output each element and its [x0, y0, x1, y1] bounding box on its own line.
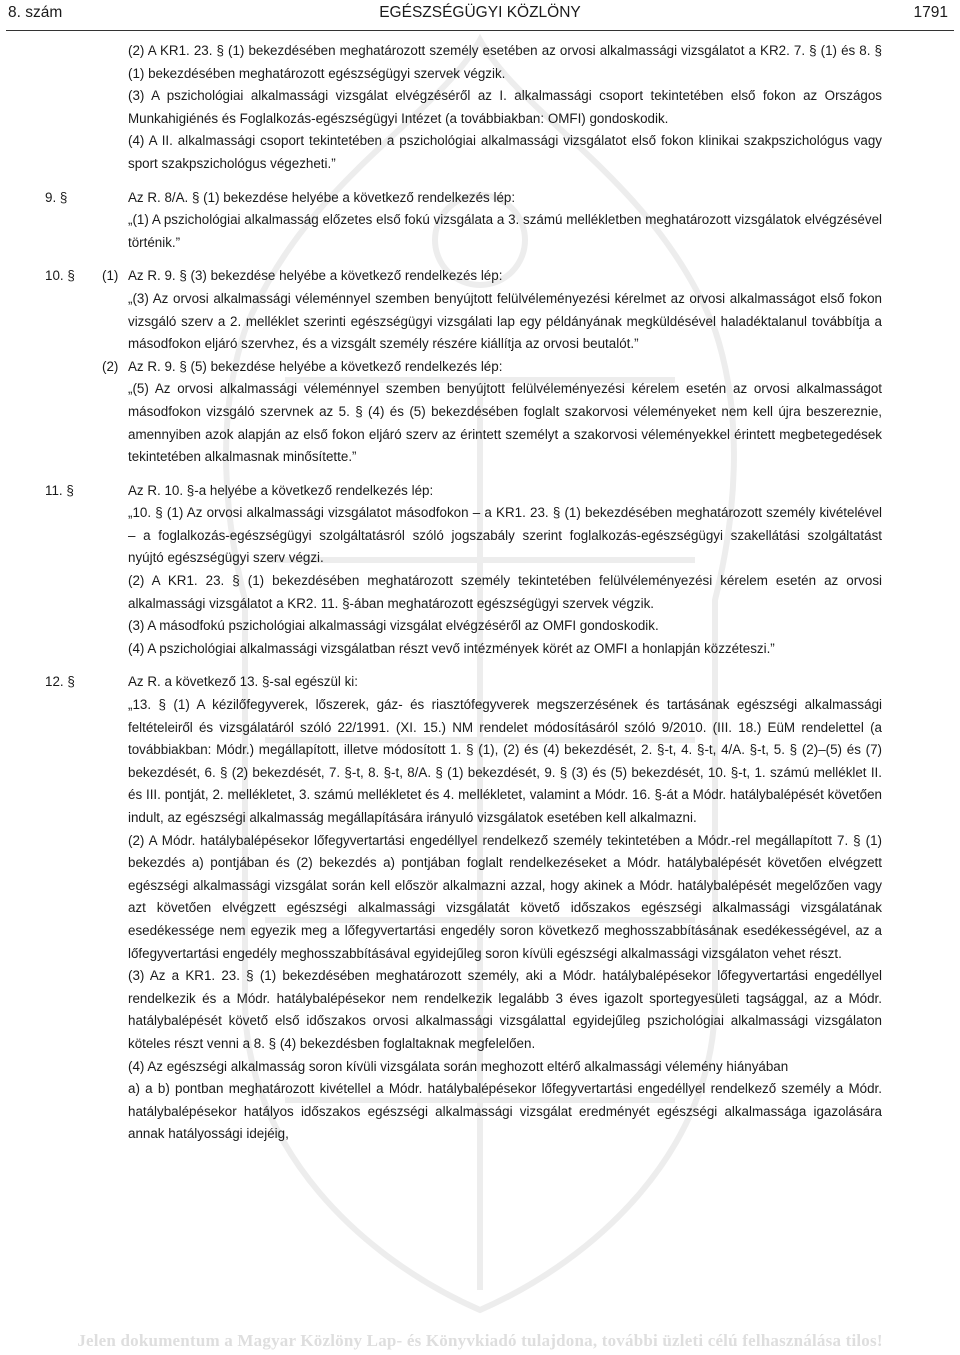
paragraph: [0, 965, 960, 1055]
section-gap: [0, 660, 960, 671]
paragraph: [0, 85, 960, 130]
paragraph: [0, 1056, 960, 1079]
paragraph: [0, 502, 960, 570]
paragraph: [0, 378, 960, 468]
paragraph-text: Az R. a következő 13. §-sal egészül ki:: [128, 674, 358, 690]
paragraph: [0, 288, 960, 356]
paragraph-text: Az R. 9. § (5) bekezdése helyébe a következő rendelkezés lép:: [128, 358, 503, 374]
issue-number: 8. szám: [8, 4, 63, 21]
paragraph-text: „13. § (1) A kézilőfegyverek, lőszerek, gáz- és riasztófegyverek megszerzésének és tartásának egészségi alkalmassági feltételeiről és vizsgálatáról szóló 22/1991. (XI. 15.) NM rendelet módosításáról szóló 9/2010. (III. 18.) EüM rendelettel (a továbbiakban: Módr.) megállapított, illetve módosított 1. § (1), (2) és (4) bekezdését, 2. §-t, 4. §-t, 4/A. §-t, 5. § (2)–(5) és (7) bekezdését, 6. § (2) bekezdését, 7. §-t, 8. §-t, 8/A. § (1) bekezdését, 9. § (3) és (5) bekezdését, 10. §-t, 1. számú melléklet II. és III. pontját, 2. mellékletet, 3. számú mellékletet és 4. mellékletet, valamint a Módr. 16. §-át a Módr. hatálybalépését követően indult, az egészségi alkalmasság megállapítására irányuló vizsgálatok esetében kell alkalmazni.: [128, 697, 882, 825]
section-gap: [0, 176, 960, 187]
paragraph-text: (3) A pszichológiai alkalmassági vizsgálat elvégzéséről az I. alkalmassági csoport tekintetében első fokon az Országos Munkahigiénés és Foglalkozás-egészségügyi Intézet (a továbbiakban: OMFI) gondoskodik.: [128, 88, 882, 126]
paragraph: [0, 1078, 960, 1146]
journal-title: EGÉSZSÉGÜGYI KÖZLÖNY: [379, 4, 581, 21]
paragraph-text: „(1) A pszichológiai alkalmasság előzetes első fokú vizsgálata a 3. számú mellékletben meghatározott vizsgálatok elvégzésével történik.”: [128, 212, 882, 250]
section-number: 9. §: [45, 189, 68, 205]
paragraph-text: Az R. 8/A. § (1) bekezdése helyébe a következő rendelkezés lép:: [128, 189, 516, 205]
paragraph-text: (4) A pszichológiai alkalmassági vizsgálatban részt vevő intézmények körét az OMFI a honlapján közzéteszi.”: [128, 640, 775, 656]
paragraph-text: (4) A II. alkalmassági csoport tekintetében a pszichológiai alkalmassági vizsgálatot első fokon klinikai szakpszichológus vagy sport szakpszichológus végezheti.”: [128, 133, 882, 171]
section-gap: [0, 254, 960, 265]
page-header: [0, 0, 960, 30]
section-number: 11. §: [45, 482, 74, 498]
header-divider: [6, 30, 954, 31]
section-paragraph: [0, 671, 960, 694]
document-body: [0, 40, 960, 1146]
section-gap: [0, 469, 960, 480]
section-paragraph: [0, 480, 960, 503]
paragraph-text: (2) A KR1. 23. § (1) bekezdésében meghatározott személy esetében az orvosi alkalmassági vizsgálatot a KR2. 7. § (1) és 8. § (1) bekezdésében meghatározott egészségügyi szervek végzik.: [128, 43, 882, 81]
paragraph-text: Az R. 9. § (3) bekezdése helyébe a következő rendelkezés lép:: [128, 268, 503, 284]
paragraph-text: (3) Az a KR1. 23. § (1) bekezdésében meghatározott személy, aki a Módr. hatálybalépésekor lőfegyvertartási engedéllyel rendelkezik és a Módr. hatálybalépésekor nem rendelkezik legalább 3 éves igazolt sportegyesületi tagsággal, az a Módr. hatálybalépését követő első időszakos orvosi alkalmassági vizsgálattal egyidejűleg pszichológiai alkalmassági vizsgálaton köteles részt venni a 8. § (4) bekezdésben foglaltaknak megfelelően.: [128, 968, 882, 1051]
paragraph-text: (2) A KR1. 23. § (1) bekezdésében meghatározott személy tekintetében felülvéleményezési kérelem esetén az orvosi alkalmassági vizsgálatot a KR2. 11. §-ában meghatározott egészségügyi szervek végzik.: [128, 573, 882, 611]
paragraph-text: (3) A másodfokú pszichológiai alkalmassági vizsgálat elvégzéséről az OMFI gondoskodik.: [128, 618, 659, 634]
paragraph-text: „(5) Az orvosi alkalmassági véleménnyel szemben benyújtott felülvéleményezési kérelem esetén az orvosi alkalmasságot másodfokon vizsgáló szervnek az 5. § (4) és (5) bekezdésében foglalt szakorvosi véleményeket nem kell újra beszereznie, amennyiben azok alapján az első fokon eljáró szerv az érintett személyt a szakorvosi véleményekkel érintett megbetegedések tekintetében alkalmasnak minősítette.”: [128, 381, 882, 465]
paragraph: [0, 570, 960, 615]
paragraph-text: a) a b) pontban meghatározott kivétellel a Módr. hatálybalépésekor lőfegyvertartási engedéllyel rendelkező személy a Módr. hatálybalépésekor hatályos időszakos egészségi alkalmassági vizsgálat eredményét egészségi alkalmassága igazolására annak hatályossági idejéig,: [128, 1081, 882, 1142]
section-number: 10. §: [45, 268, 75, 284]
paragraph-text: Az R. 10. §-a helyébe a következő rendelkezés lép:: [128, 482, 434, 498]
subsection-number: (2): [102, 358, 119, 374]
paragraph: [0, 209, 960, 254]
paragraph-text: (2) A Módr. hatálybalépésekor lőfegyvertartási engedéllyel rendelkező személy tekintetében a Módr.-rel megállapított 7. § (1) bekezdés a) pontjában és (2) bekezdés a) pontjában foglalt rendelkezéseket a Módr. hatálybalépését követően elvégzett egészségi alkalmassági vizsgálat során kell először alkalmazni azzal, hogy akinek a Módr. hatálybalépését megelőzően vagy azt követően elvégzett egészségi alkalmassági vizsgálatát követő időszakos egészségi alkalmassági vizsgálatának esedékessége nem egyezik meg a lőfegyvertartási engedély soron következő meghosszabbításának esedékességével, az a lőfegyvertartási engedély meghosszabbításával egyidejűleg soron kívüli egészségi alkalmassági vizsgálaton vehet részt.: [128, 832, 882, 961]
paragraph: [0, 40, 960, 85]
section-paragraph: [0, 265, 960, 288]
paragraph: [0, 130, 960, 175]
page-number: 1791: [913, 4, 948, 21]
paragraph: [0, 694, 960, 830]
paragraph: [0, 356, 960, 379]
section-number: 12. §: [45, 674, 75, 690]
footer-watermark: Jelen dokumentum a Magyar Közlöny Lap- és Könyvkiadó tulajdona, további üzleti célú felhasználása tilos!: [77, 1331, 883, 1350]
paragraph: [0, 615, 960, 638]
paragraph-text: (4) Az egészségi alkalmasság soron kívüli vizsgálata során meghozott eltérő alkalmassági vélemény hiányában: [128, 1058, 789, 1074]
paragraph: [0, 830, 960, 966]
paragraph-text: „10. § (1) Az orvosi alkalmassági vizsgálatot másodfokon – a KR1. 23. § (1) bekezdésében meghatározott személy kivételével – a foglalkozás-egészségügyi szolgáltatásról szóló jogszabály szerint foglalkozás-egészségügyi szakellátási szolgáltatást nyújtó egészségügyi szerv végzi.: [128, 505, 882, 566]
paragraph-text: „(3) Az orvosi alkalmassági véleménnyel szemben benyújtott felülvéleményezési kérelmet az orvosi alkalmasságot első fokon vizsgáló szerv a 2. melléklet szerinti egészségügyi vizsgálati lap egy példányának megküldésével haladéktalanul továbbítja a másodfokon eljáró szervhez, és a vizsgált személy részére kiállítja az orvosi beutalót.”: [128, 290, 882, 352]
section-paragraph: [0, 187, 960, 210]
paragraph: [0, 638, 960, 661]
subsection-number: (1): [102, 268, 119, 284]
